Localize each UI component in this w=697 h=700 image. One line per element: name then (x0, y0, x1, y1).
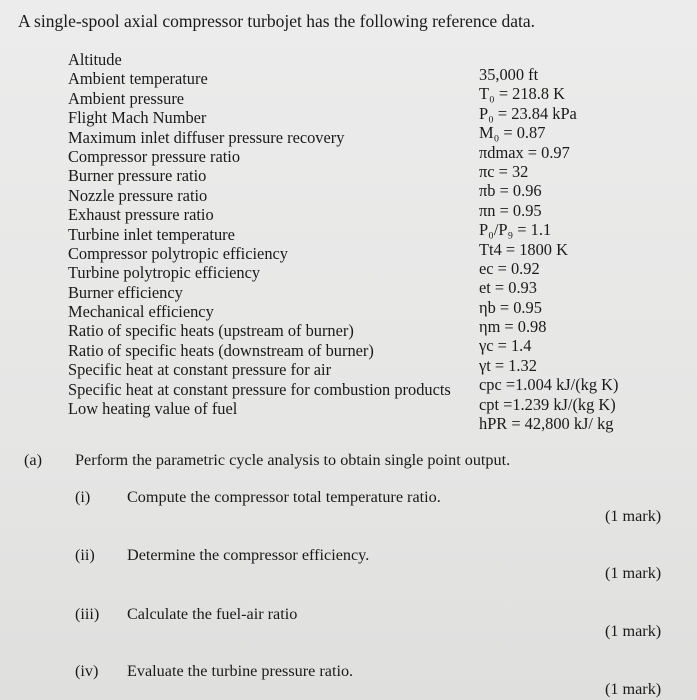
label-compressor-pressure-ratio: Compressor pressure ratio (68, 146, 241, 166)
subq-iv-text: Evaluate the turbine pressure ratio. (127, 662, 354, 680)
subq-iv-marks: (1 mark) (605, 680, 662, 698)
label-burner-pressure-ratio: Burner pressure ratio (68, 166, 207, 186)
label-cp-combustion: Specific heat at constant pressure for combustion products (68, 379, 451, 399)
label-heating-value: Low heating value of fuel (68, 399, 238, 419)
label-turbine-polytropic-eff: Turbine polytropic efficiency (68, 263, 261, 283)
part-a-label: (a) (24, 451, 42, 469)
reference-labels (68, 50, 488, 418)
label-turbine-inlet-temperature: Turbine inlet temperature (68, 224, 235, 244)
value-cp-air: cpc =1.004 kJ/(kg K) (479, 375, 619, 395)
subq-iii-marks: (1 mark) (605, 622, 662, 640)
value-altitude: 35,000 ft (479, 65, 539, 84)
value-mechanical-efficiency: ηm = 0.98 (479, 317, 547, 337)
label-burner-efficiency: Burner efficiency (68, 282, 183, 302)
value-turbine-inlet-temperature: Tt4 = 1800 K (479, 239, 568, 259)
label-gamma-upstream: Ratio of specific heats (upstream of burner) (68, 321, 354, 341)
value-gamma-downstream: γt = 1.32 (479, 355, 537, 375)
label-compressor-polytropic-eff: Compressor polytropic efficiency (68, 243, 289, 263)
part-a-text: Perform the parametric cycle analysis to obtain single point output. (75, 451, 511, 469)
subq-iv-number: (iv) (75, 662, 99, 680)
value-ambient-temperature: T₀ = 218.8 K (479, 84, 565, 104)
value-compressor-pressure-ratio: πc = 32 (479, 161, 529, 181)
label-flight-mach: Flight Mach Number (68, 108, 207, 128)
subq-i-marks: (1 mark) (605, 507, 662, 525)
value-nozzle-pressure-ratio: πn = 0.95 (479, 200, 542, 220)
subq-ii-number: (ii) (75, 546, 95, 564)
value-exhaust-pressure-ratio: P₀/P₉ = 1.1 (479, 220, 552, 240)
value-burner-efficiency: ηb = 0.95 (479, 297, 542, 317)
value-cp-combustion: cpt =1.239 kJ/(kg K) (479, 394, 616, 414)
value-diffuser-recovery: πdmax = 0.97 (479, 142, 570, 162)
label-nozzle-pressure-ratio: Nozzle pressure ratio (68, 185, 208, 205)
value-burner-pressure-ratio: πb = 0.96 (479, 181, 542, 201)
value-flight-mach: M₀ = 0.87 (479, 123, 546, 143)
subq-i-number: (i) (75, 488, 91, 506)
label-diffuser-recovery: Maximum inlet diffuser pressure recovery (68, 127, 345, 147)
subq-ii-marks: (1 mark) (605, 564, 662, 582)
label-ambient-pressure: Ambient pressure (68, 88, 185, 108)
subq-iii-text: Calculate the fuel-air ratio (127, 605, 298, 623)
value-ambient-pressure: P₀ = 23.84 kPa (479, 103, 577, 123)
label-ambient-temperature: Ambient temperature (68, 69, 208, 89)
subq-ii-text: Determine the compressor efficiency. (127, 546, 370, 564)
value-turbine-polytropic-eff: et = 0.93 (479, 278, 537, 298)
value-gamma-upstream: γc = 1.4 (479, 336, 532, 356)
label-gamma-downstream: Ratio of specific heats (downstream of burner) (68, 340, 374, 360)
label-cp-air: Specific heat at constant pressure for air (68, 360, 332, 380)
problem-title: A single-spool axial compressor turbojet has the following reference data. (18, 11, 536, 31)
value-compressor-polytropic-eff: ec = 0.92 (479, 258, 540, 278)
label-altitude: Altitude (68, 50, 122, 69)
label-exhaust-pressure-ratio: Exhaust pressure ratio (68, 205, 214, 225)
subq-i-text: Compute the compressor total temperature ratio. (127, 488, 441, 506)
label-mechanical-efficiency: Mechanical efficiency (68, 302, 214, 322)
subq-iii-number: (iii) (75, 605, 100, 623)
value-heating-value: hPR = 42,800 kJ/ kg (479, 414, 614, 434)
reference-values (479, 65, 689, 433)
